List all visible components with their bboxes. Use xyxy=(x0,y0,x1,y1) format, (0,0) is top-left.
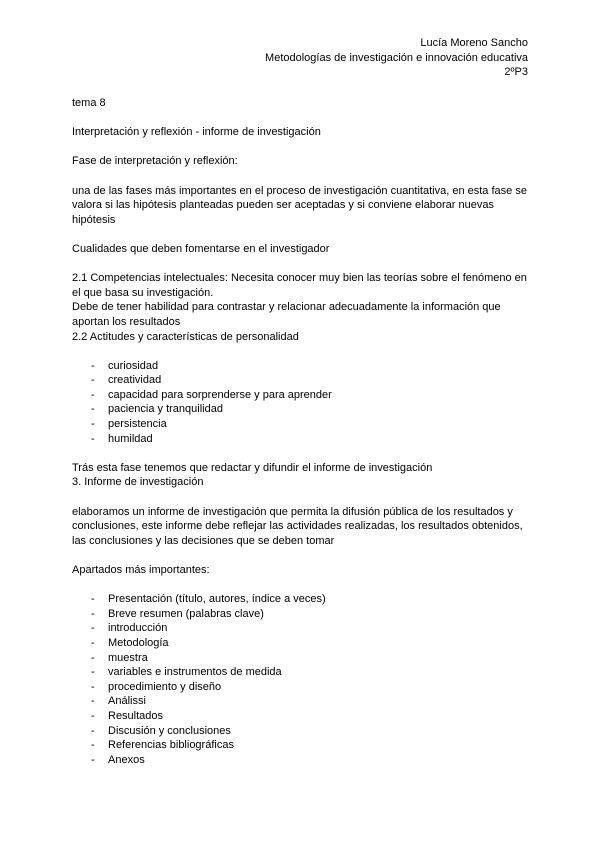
list-item: - Referencias bibliográficas xyxy=(72,738,528,753)
list-item: - Análissi xyxy=(72,694,528,709)
list-item: - humildad xyxy=(72,432,528,447)
list-item: - Anexos xyxy=(72,753,528,768)
qualities-heading: Cualidades que deben fomentarse en el investigador xyxy=(72,242,330,255)
list-item: - muestra xyxy=(72,651,528,666)
sections-list xyxy=(72,592,528,767)
document-header xyxy=(265,36,528,80)
attitudes-list xyxy=(72,359,528,447)
list-item: - Presentación (título, autores, índice a veces) xyxy=(72,592,528,607)
report-heading: 3. Informe de investigación xyxy=(72,476,204,489)
list-item: - Breve resumen (palabras clave) xyxy=(72,607,528,622)
phase-paragraph: una de las fases más importantes en el proceso de investigación cuantitativa, en esta fase se valora si las hipótesis planteadas pueden ser aceptadas y si conviene elaborar nuevas hipótesis xyxy=(72,184,527,226)
list-item: - persistencia xyxy=(72,417,528,432)
phase-heading: Fase de interpretación y reflexión: xyxy=(72,155,238,168)
document-title: Interpretación y reflexión - informe de investigación xyxy=(72,126,321,139)
after-phase-paragraph: Trás esta fase tenemos que redactar y difundir el informe de investigación xyxy=(72,461,433,474)
attitudes-heading: 2.2 Actitudes y características de personalidad xyxy=(72,330,299,343)
list-item: - Metodología xyxy=(72,636,528,651)
sections-heading: Apartados más importantes: xyxy=(72,564,210,576)
topic-label: tema 8 xyxy=(72,97,106,109)
list-item: - Discusión y conclusiones xyxy=(72,724,528,739)
list-item: - Resultados xyxy=(72,709,528,724)
competencies-paragraph: 2.1 Competencias intelectuales: Necesita conocer muy bien las teorías sobre el fenómeno en el que basa su investigación. xyxy=(72,272,527,299)
course-name: Metodologías de investigación e innovación educativa xyxy=(265,51,528,64)
list-item: - capacidad para sorprenderse y para aprender xyxy=(72,388,528,403)
author-name: Lucía Moreno Sancho xyxy=(420,37,528,49)
competencies-paragraph-2: Debe de tener habilidad para contrastar y relacionar adecuadamente la información que aportan los resultados xyxy=(72,301,501,328)
report-paragraph: elaboramos un informe de investigación que permita la difusión pública de los resultados y conclusiones, este informe debe reflejar las actividades realizadas, los resultados obtenidos, las conclusiones y las decisiones que se deben tomar xyxy=(72,505,523,547)
list-item: - curiosidad xyxy=(72,359,528,374)
list-item: - creatividad xyxy=(72,373,528,388)
list-item: - paciencia y tranquilidad xyxy=(72,402,528,417)
list-item: - procedimiento y diseño xyxy=(72,680,528,695)
list-item: - introducción xyxy=(72,621,528,636)
list-item: - variables e instrumentos de medida xyxy=(72,665,528,680)
document-body xyxy=(72,96,528,767)
group-code: 2ºP3 xyxy=(504,66,528,79)
